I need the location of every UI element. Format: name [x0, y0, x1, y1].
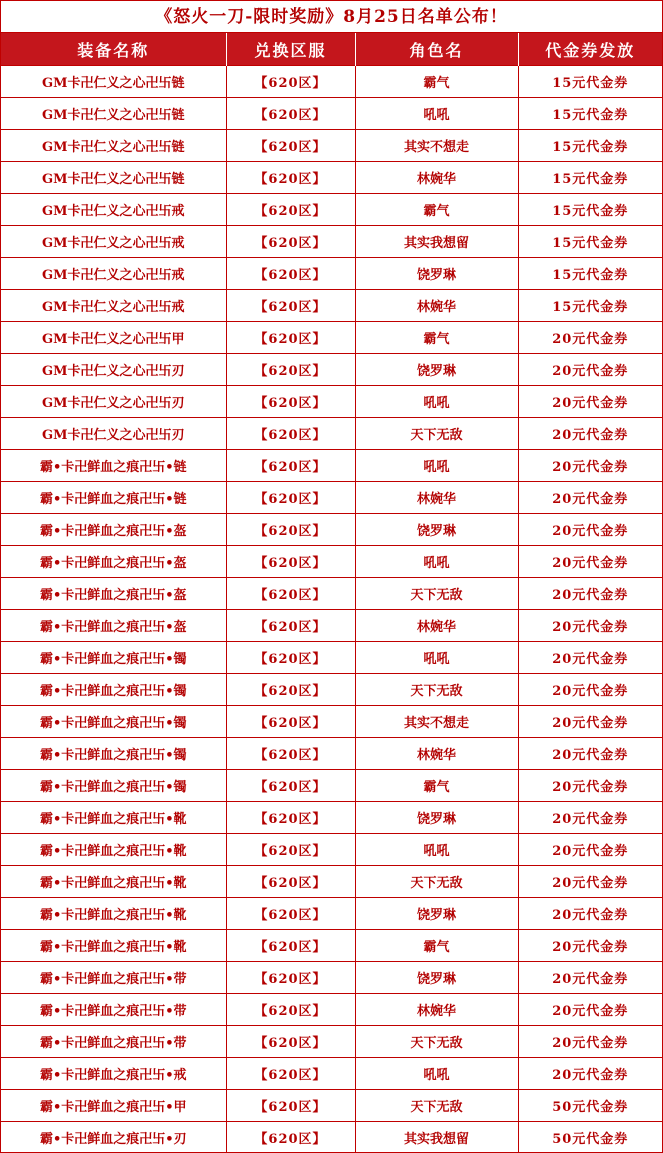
- server-zone-cell: 【620区】: [226, 578, 355, 610]
- equipment-name-cell: GM卡卍仁义之心卍卐链: [1, 162, 226, 194]
- table-row: [1, 610, 662, 642]
- server-zone-cell: 【620区】: [226, 738, 355, 770]
- server-zone-cell: 【620区】: [226, 898, 355, 930]
- character-name-cell: 天下无敌: [355, 418, 518, 450]
- character-name-cell: 其实我想留: [355, 1122, 518, 1153]
- equipment-name-cell: 霸•卡卍鲜血之痕卍卐•盔: [1, 610, 226, 642]
- character-name-cell: 霸气: [355, 322, 518, 354]
- table-row: [1, 162, 662, 194]
- character-name-cell: 饶罗琳: [355, 258, 518, 290]
- equipment-name-cell: GM卡卍仁义之心卍卐刃: [1, 354, 226, 386]
- server-zone-cell: 【620区】: [226, 866, 355, 898]
- voucher-cell: 20元代金券: [518, 546, 662, 578]
- voucher-cell: 15元代金券: [518, 226, 662, 258]
- voucher-cell: 20元代金券: [518, 610, 662, 642]
- voucher-cell: 20元代金券: [518, 674, 662, 706]
- character-name-cell: 天下无敌: [355, 674, 518, 706]
- table-row: [1, 1090, 662, 1122]
- table-row: [1, 1122, 662, 1153]
- server-zone-cell: 【620区】: [226, 354, 355, 386]
- equipment-name-cell: 霸•卡卍鲜血之痕卍卐•镯: [1, 770, 226, 802]
- voucher-cell: 20元代金券: [518, 642, 662, 674]
- equipment-name-cell: 霸•卡卍鲜血之痕卍卐•盔: [1, 578, 226, 610]
- equipment-name-cell: 霸•卡卍鲜血之痕卍卐•链: [1, 482, 226, 514]
- equipment-name-cell: 霸•卡卍鲜血之痕卍卐•镯: [1, 706, 226, 738]
- table-row: [1, 322, 662, 354]
- voucher-cell: 15元代金券: [518, 258, 662, 290]
- character-name-cell: 林婉华: [355, 482, 518, 514]
- table-row: [1, 770, 662, 802]
- character-name-cell: 吼吼: [355, 642, 518, 674]
- voucher-cell: 20元代金券: [518, 482, 662, 514]
- server-zone-cell: 【620区】: [226, 802, 355, 834]
- server-zone-cell: 【620区】: [226, 322, 355, 354]
- equipment-name-cell: 霸•卡卍鲜血之痕卍卐•链: [1, 450, 226, 482]
- character-name-cell: 吼吼: [355, 546, 518, 578]
- voucher-cell: 20元代金券: [518, 962, 662, 994]
- character-name-cell: 其实不想走: [355, 130, 518, 162]
- server-zone-cell: 【620区】: [226, 706, 355, 738]
- equipment-name-cell: GM卡卍仁义之心卍卐刃: [1, 386, 226, 418]
- table-row: [1, 1026, 662, 1058]
- character-name-cell: 林婉华: [355, 162, 518, 194]
- voucher-cell: 20元代金券: [518, 866, 662, 898]
- table-row: [1, 194, 662, 226]
- table-row: [1, 450, 662, 482]
- equipment-name-cell: GM卡卍仁义之心卍卐刃: [1, 418, 226, 450]
- equipment-name-cell: 霸•卡卍鲜血之痕卍卐•靴: [1, 866, 226, 898]
- server-zone-cell: 【620区】: [226, 194, 355, 226]
- table-row: [1, 962, 662, 994]
- character-name-cell: 饶罗琳: [355, 802, 518, 834]
- character-name-cell: 吼吼: [355, 98, 518, 130]
- voucher-cell: 20元代金券: [518, 770, 662, 802]
- voucher-cell: 20元代金券: [518, 1026, 662, 1058]
- equipment-name-cell: 霸•卡卍鲜血之痕卍卐•靴: [1, 834, 226, 866]
- server-zone-cell: 【620区】: [226, 642, 355, 674]
- server-zone-cell: 【620区】: [226, 450, 355, 482]
- voucher-cell: 20元代金券: [518, 1058, 662, 1090]
- equipment-name-cell: 霸•卡卍鲜血之痕卍卐•靴: [1, 930, 226, 962]
- voucher-cell: 20元代金券: [518, 802, 662, 834]
- header-voucher: 代金券发放: [518, 33, 662, 66]
- voucher-cell: 20元代金券: [518, 578, 662, 610]
- server-zone-cell: 【620区】: [226, 98, 355, 130]
- table-row: [1, 226, 662, 258]
- table-body: [1, 66, 662, 1153]
- table-row: [1, 802, 662, 834]
- table-row: [1, 546, 662, 578]
- table-row: [1, 98, 662, 130]
- header-server-zone: 兑换区服: [226, 33, 355, 66]
- character-name-cell: 吼吼: [355, 834, 518, 866]
- character-name-cell: 其实不想走: [355, 706, 518, 738]
- table-row: [1, 674, 662, 706]
- character-name-cell: 霸气: [355, 770, 518, 802]
- table-row: [1, 738, 662, 770]
- character-name-cell: 其实我想留: [355, 226, 518, 258]
- reward-table: [1, 33, 662, 1153]
- page-title: 《怒火一刀-限时奖励》8月25日名单公布！: [1, 1, 662, 33]
- voucher-cell: 20元代金券: [518, 834, 662, 866]
- header-equipment-name: 装备名称: [1, 33, 226, 66]
- table-row: [1, 994, 662, 1026]
- server-zone-cell: 【620区】: [226, 290, 355, 322]
- table-row: [1, 386, 662, 418]
- equipment-name-cell: 霸•卡卍鲜血之痕卍卐•带: [1, 1026, 226, 1058]
- voucher-cell: 20元代金券: [518, 418, 662, 450]
- server-zone-cell: 【620区】: [226, 962, 355, 994]
- table-row: [1, 706, 662, 738]
- header-character-name: 角色名: [355, 33, 518, 66]
- server-zone-cell: 【620区】: [226, 1090, 355, 1122]
- voucher-cell: 20元代金券: [518, 514, 662, 546]
- character-name-cell: 天下无敌: [355, 1090, 518, 1122]
- character-name-cell: 林婉华: [355, 994, 518, 1026]
- character-name-cell: 饶罗琳: [355, 898, 518, 930]
- equipment-name-cell: 霸•卡卍鲜血之痕卍卐•盔: [1, 514, 226, 546]
- character-name-cell: 吼吼: [355, 386, 518, 418]
- table-row: [1, 258, 662, 290]
- server-zone-cell: 【620区】: [226, 546, 355, 578]
- server-zone-cell: 【620区】: [226, 514, 355, 546]
- server-zone-cell: 【620区】: [226, 386, 355, 418]
- server-zone-cell: 【620区】: [226, 1122, 355, 1153]
- equipment-name-cell: 霸•卡卍鲜血之痕卍卐•镯: [1, 674, 226, 706]
- voucher-cell: 20元代金券: [518, 706, 662, 738]
- equipment-name-cell: 霸•卡卍鲜血之痕卍卐•刃: [1, 1122, 226, 1153]
- server-zone-cell: 【620区】: [226, 610, 355, 642]
- table-row: [1, 354, 662, 386]
- voucher-cell: 15元代金券: [518, 162, 662, 194]
- voucher-cell: 50元代金券: [518, 1122, 662, 1153]
- equipment-name-cell: 霸•卡卍鲜血之痕卍卐•甲: [1, 1090, 226, 1122]
- server-zone-cell: 【620区】: [226, 994, 355, 1026]
- equipment-name-cell: GM卡卍仁义之心卍卐戒: [1, 194, 226, 226]
- equipment-name-cell: GM卡卍仁义之心卍卐戒: [1, 290, 226, 322]
- character-name-cell: 霸气: [355, 930, 518, 962]
- character-name-cell: 天下无敌: [355, 866, 518, 898]
- table-row: [1, 834, 662, 866]
- equipment-name-cell: GM卡卍仁义之心卍卐戒: [1, 226, 226, 258]
- server-zone-cell: 【620区】: [226, 1026, 355, 1058]
- character-name-cell: 吼吼: [355, 1058, 518, 1090]
- server-zone-cell: 【620区】: [226, 226, 355, 258]
- equipment-name-cell: 霸•卡卍鲜血之痕卍卐•靴: [1, 802, 226, 834]
- equipment-name-cell: GM卡卍仁义之心卍卐链: [1, 66, 226, 98]
- voucher-cell: 20元代金券: [518, 930, 662, 962]
- character-name-cell: 林婉华: [355, 610, 518, 642]
- table-header: [1, 33, 662, 66]
- server-zone-cell: 【620区】: [226, 834, 355, 866]
- table-row: [1, 578, 662, 610]
- equipment-name-cell: 霸•卡卍鲜血之痕卍卐•镯: [1, 642, 226, 674]
- character-name-cell: 霸气: [355, 194, 518, 226]
- equipment-name-cell: 霸•卡卍鲜血之痕卍卐•靴: [1, 898, 226, 930]
- table-row: [1, 898, 662, 930]
- character-name-cell: 饶罗琳: [355, 514, 518, 546]
- equipment-name-cell: GM卡卍仁义之心卍卐甲: [1, 322, 226, 354]
- server-zone-cell: 【620区】: [226, 258, 355, 290]
- character-name-cell: 饶罗琳: [355, 354, 518, 386]
- equipment-name-cell: 霸•卡卍鲜血之痕卍卐•盔: [1, 546, 226, 578]
- voucher-cell: 20元代金券: [518, 738, 662, 770]
- equipment-name-cell: 霸•卡卍鲜血之痕卍卐•戒: [1, 1058, 226, 1090]
- table-row: [1, 866, 662, 898]
- voucher-cell: 15元代金券: [518, 66, 662, 98]
- table-row: [1, 418, 662, 450]
- server-zone-cell: 【620区】: [226, 162, 355, 194]
- server-zone-cell: 【620区】: [226, 1058, 355, 1090]
- character-name-cell: 霸气: [355, 66, 518, 98]
- server-zone-cell: 【620区】: [226, 418, 355, 450]
- equipment-name-cell: 霸•卡卍鲜血之痕卍卐•带: [1, 962, 226, 994]
- equipment-name-cell: GM卡卍仁义之心卍卐链: [1, 130, 226, 162]
- voucher-cell: 15元代金券: [518, 194, 662, 226]
- table-row: [1, 1058, 662, 1090]
- character-name-cell: 林婉华: [355, 290, 518, 322]
- character-name-cell: 饶罗琳: [355, 962, 518, 994]
- server-zone-cell: 【620区】: [226, 770, 355, 802]
- server-zone-cell: 【620区】: [226, 66, 355, 98]
- table-row: [1, 130, 662, 162]
- voucher-cell: 20元代金券: [518, 354, 662, 386]
- equipment-name-cell: GM卡卍仁义之心卍卐链: [1, 98, 226, 130]
- voucher-cell: 20元代金券: [518, 322, 662, 354]
- server-zone-cell: 【620区】: [226, 674, 355, 706]
- equipment-name-cell: 霸•卡卍鲜血之痕卍卐•带: [1, 994, 226, 1026]
- voucher-cell: 20元代金券: [518, 450, 662, 482]
- equipment-name-cell: GM卡卍仁义之心卍卐戒: [1, 258, 226, 290]
- server-zone-cell: 【620区】: [226, 930, 355, 962]
- table-row: [1, 290, 662, 322]
- character-name-cell: 吼吼: [355, 450, 518, 482]
- table-row: [1, 514, 662, 546]
- character-name-cell: 天下无敌: [355, 1026, 518, 1058]
- table-row: [1, 642, 662, 674]
- table-row: [1, 482, 662, 514]
- server-zone-cell: 【620区】: [226, 130, 355, 162]
- equipment-name-cell: 霸•卡卍鲜血之痕卍卐•镯: [1, 738, 226, 770]
- voucher-cell: 20元代金券: [518, 994, 662, 1026]
- header-row: [1, 33, 662, 66]
- voucher-cell: 20元代金券: [518, 386, 662, 418]
- character-name-cell: 天下无敌: [355, 578, 518, 610]
- server-zone-cell: 【620区】: [226, 482, 355, 514]
- voucher-cell: 20元代金券: [518, 898, 662, 930]
- table-row: [1, 66, 662, 98]
- table-row: [1, 930, 662, 962]
- voucher-cell: 50元代金券: [518, 1090, 662, 1122]
- voucher-cell: 15元代金券: [518, 130, 662, 162]
- character-name-cell: 林婉华: [355, 738, 518, 770]
- voucher-cell: 15元代金券: [518, 98, 662, 130]
- voucher-cell: 15元代金券: [518, 290, 662, 322]
